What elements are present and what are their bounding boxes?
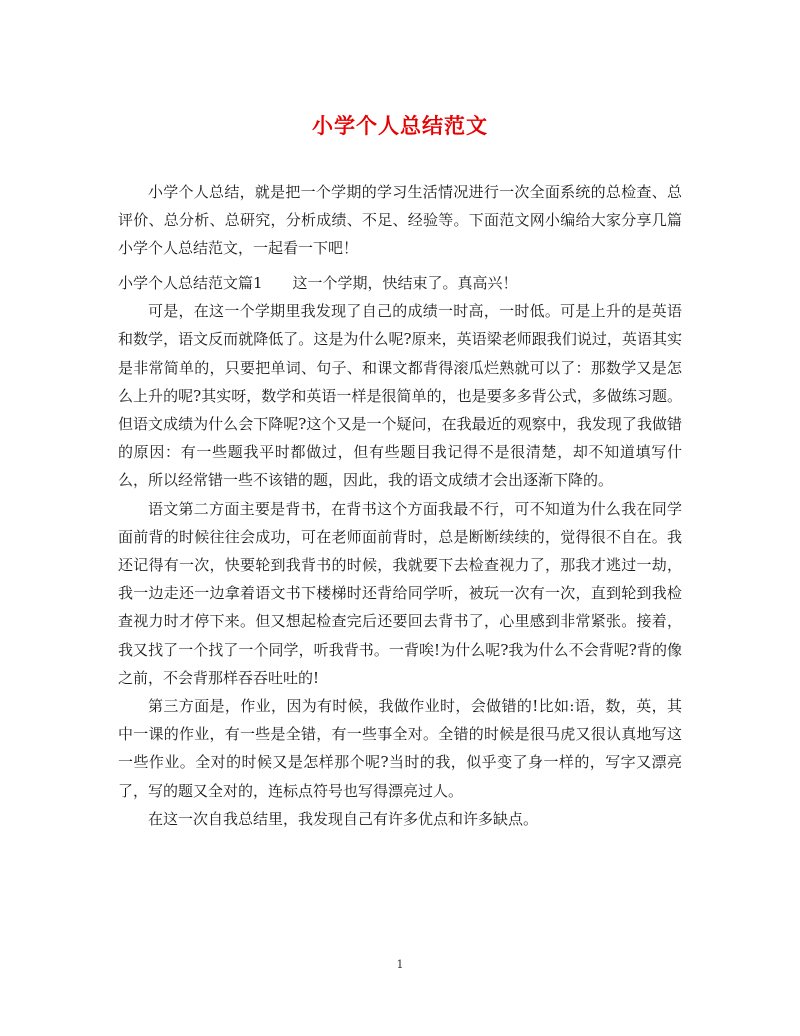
body-paragraph-4: 在这一次自我总结里，我发现自己有许多优点和许多缺点。	[148, 809, 539, 828]
section-heading-label: 小学个人总结范文篇1	[118, 274, 263, 292]
article-body	[118, 269, 682, 833]
body-paragraph-2: 语文第二方面主要是背书，在背书这个方面我最不行，可不知道为什么我在同学面前背的时候往往会成功，可在老师面前背时，总是断断续续的，觉得很不自在。我还记得有一次，快要轮到我背书的时候，我就要下去检查视力了，那我才逃过一劫，我一边走还一边拿着语文书下楼梯时还背给同学听，被玩一次有一次，直到轮到我检查视力时才停下来。但又想起检查完后还要回去背书了，心里感到非常紧张。接着，我又找了一个找了一个同学，听我背书。一背唉!为什么呢?我为什么不会背呢?背的像之前，不会背那样吞吞吐吐的!	[118, 499, 682, 687]
section-heading	[118, 269, 682, 297]
body-paragraph-1: 可是，在这一个学期里我发现了自己的成绩一时高，一时低。可是上升的是英语和数学，语文反而就降低了。这是为什么呢?原来，英语梁老师跟我们说过，英语其实是非常简单的，只要把单词、句子、和课文都背得滚瓜烂熟就可以了：那数学又是怎么上升的呢?其实呀，数学和英语一样是很简单的，也是要多多背公式，多做练习题。但语文成绩为什么会下降呢?这个又是一个疑问，在我最近的观察中，我发现了我做错的原因：有一些题我平时都做过，但有些题目我记得不是很清楚，却不知道填写什么，所以经常错一些不该错的题，因此，我的语文成绩才会出逐渐下降的。	[118, 302, 682, 490]
section-heading-tail: 这一个学期，快结束了。真高兴！	[292, 274, 518, 292]
body-paragraph-3: 第三方面是，作业，因为有时候，我做作业时，会做错的!比如:语，数，英，其中一课的作业，有一些是全错，有一些事全对。全错的时候是很马虎又很认真地写这一些作业。全对的时候又是怎样那个呢?当时的我，似乎变了身一样的，写字又漂亮了，写的题又全对的，连标点符号也写得漂亮过人。	[118, 697, 682, 800]
page-number: 1	[396, 958, 404, 971]
intro-block	[118, 178, 682, 263]
intro-paragraph: 小学个人总结，就是把一个学期的学习生活情况进行一次全面系统的总检查、总评价、总分析、总研究，分析成绩、不足、经验等。下面范文网小编给大家分享几篇小学个人总结范文，一起看一下吧！	[118, 183, 682, 258]
document-title: 小学个人总结范文	[312, 113, 488, 138]
